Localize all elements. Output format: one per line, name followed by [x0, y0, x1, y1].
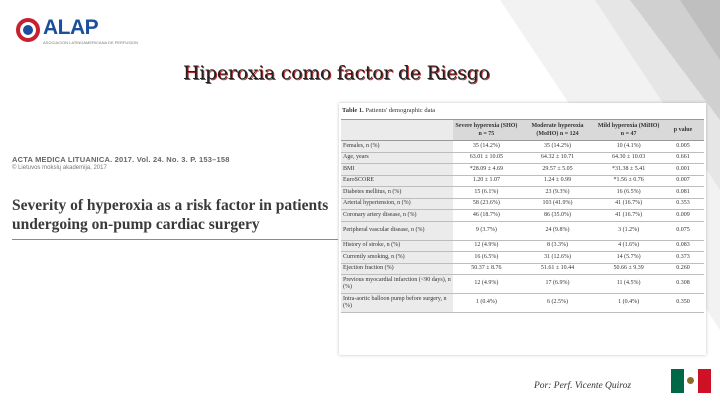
logo-name: ALAP: [43, 16, 99, 39]
table-cell: 103 (41.9%): [520, 198, 595, 210]
table-cell: 1 (0.4%): [453, 294, 520, 313]
table-cell: 4 (1.6%): [595, 240, 662, 252]
table-cell: *28.09 ± 4.69: [453, 164, 520, 176]
table-cell: 0.001: [662, 164, 704, 176]
table-row: [341, 175, 704, 187]
table-cell: 10 (4.1%): [595, 141, 662, 153]
table-body: [341, 141, 704, 313]
alap-logo-icon: [16, 18, 40, 42]
table-cell: 0.009: [662, 210, 704, 222]
table-cell: 16 (6.5%): [453, 252, 520, 264]
table-cell: 0.081: [662, 187, 704, 199]
table-cell: 15 (6.1%): [453, 187, 520, 199]
journal-copyright: © Lietuvos mokslų akademija, 2017: [12, 165, 107, 171]
table-row: [341, 240, 704, 252]
table-cell: 29.57 ± 5.05: [520, 164, 595, 176]
demographics-table: [341, 119, 704, 313]
table-cell: 35 (14.2%): [520, 141, 595, 153]
table-row: [341, 164, 704, 176]
table-cell: 16 (6.5%): [595, 187, 662, 199]
table-cell: 24 (9.8%): [520, 221, 595, 240]
table-row: [341, 210, 704, 222]
table-cell: 64.32 ± 10.71: [520, 152, 595, 164]
table-cell: 64.30 ± 10.03: [595, 152, 662, 164]
row-label: Ejection fraction (%): [341, 263, 453, 275]
table-cell: 11 (4.5%): [595, 275, 662, 294]
table-cell: 9 (3.7%): [453, 221, 520, 240]
table-cell: 0.353: [662, 198, 704, 210]
table-cell: 0.350: [662, 294, 704, 313]
table-cell: 0.260: [662, 263, 704, 275]
table-row: [341, 187, 704, 199]
table-cell: 1 (0.4%): [595, 294, 662, 313]
table-cell: 8 (3.3%): [520, 240, 595, 252]
row-label: History of stroke, n (%): [341, 240, 453, 252]
table-header-cell: Severe hyperoxia (SHO) n = 75: [453, 120, 520, 141]
table-row: [341, 294, 704, 313]
table-row: [341, 221, 704, 240]
table-row: [341, 152, 704, 164]
table-cell: 31 (12.6%): [520, 252, 595, 264]
journal-header: [12, 155, 352, 171]
logo-subtitle: ASOCIACION LATINOAMERICANA DE PERFUSION: [43, 40, 139, 45]
table-cell: *31.38 ± 5.41: [595, 164, 662, 176]
table-cell: 1.20 ± 1.07: [453, 175, 520, 187]
table-header-cell: Moderate hyperoxia (MoHO) n = 124: [520, 120, 595, 141]
table-cell: 17 (6.9%): [520, 275, 595, 294]
table-row: [341, 198, 704, 210]
journal-citation: ACTA MEDICA LITUANICA. 2017. Vol. 24. No. 3. P. 153–158: [12, 155, 230, 164]
table-cell: 0.007: [662, 175, 704, 187]
table-cell: 50.37 ± 8.76: [453, 263, 520, 275]
table-cell: 50.66 ± 9.39: [595, 263, 662, 275]
row-label: Peripheral vascular disease, n (%): [341, 221, 453, 240]
table-header-cell: [341, 120, 453, 141]
row-label: Diabetes mellitus, n (%): [341, 187, 453, 199]
table-cell: 23 (9.3%): [520, 187, 595, 199]
table-cell: 35 (14.2%): [453, 141, 520, 153]
author-credit: Por: Perf. Vicente Quiroz: [534, 381, 632, 391]
row-label: EuroSCORE: [341, 175, 453, 187]
table-header-cell: Mild hyperoxia (MiHO) n = 47: [595, 120, 662, 141]
table-header-row: [341, 120, 704, 141]
table-cell: 12 (4.9%): [453, 240, 520, 252]
table-cell: 6 (2.5%): [520, 294, 595, 313]
title-divider: [12, 239, 338, 240]
table-row: [341, 263, 704, 275]
row-label: Females, n (%): [341, 141, 453, 153]
table-cell: 0.083: [662, 240, 704, 252]
row-label: Previous myocardial infarction (<90 days), n (%): [341, 275, 453, 294]
table-cell: 0.661: [662, 152, 704, 164]
row-label: Arterial hypertension, n (%): [341, 198, 453, 210]
table-cell: 0.075: [662, 221, 704, 240]
slide-title: Hiperoxia como factor de Riesgo: [183, 62, 490, 84]
table-cell: 0.373: [662, 252, 704, 264]
row-label: Currently smoking, n (%): [341, 252, 453, 264]
table-cell: 12 (4.9%): [453, 275, 520, 294]
table-cell: 1.24 ± 0.99: [520, 175, 595, 187]
table-cell: 41 (16.7%): [595, 210, 662, 222]
alap-logo: [16, 16, 139, 46]
article-title: Severity of hyperoxia as a risk factor in patients undergoing on-pump cardiac surgery: [12, 197, 329, 233]
mexico-flag-icon: [671, 369, 711, 393]
table-cell: 0.005: [662, 141, 704, 153]
table-cell: *1.56 ± 0.76: [595, 175, 662, 187]
table-cell: 14 (5.7%): [595, 252, 662, 264]
row-label: Coronary artery disease, n (%): [341, 210, 453, 222]
table-cell: 41 (16.7%): [595, 198, 662, 210]
table-cell: 3 (1.2%): [595, 221, 662, 240]
table-row: [341, 275, 704, 294]
table-cell: 51.61 ± 10.44: [520, 263, 595, 275]
table-row: [341, 141, 704, 153]
row-label: BMI: [341, 164, 453, 176]
table-row: [341, 252, 704, 264]
table-cell: 0.308: [662, 275, 704, 294]
table-cell: 86 (35.0%): [520, 210, 595, 222]
demographics-table-panel: [339, 103, 706, 355]
row-label: Age, years: [341, 152, 453, 164]
table-cell: 63.01 ± 10.05: [453, 152, 520, 164]
table-cell: 46 (18.7%): [453, 210, 520, 222]
table-cell: 58 (23.6%): [453, 198, 520, 210]
table-header-cell: p value: [662, 120, 704, 141]
row-label: Intra-aortic balloon pump before surgery, n (%): [341, 294, 453, 313]
table-caption: Table 1. Patients' demographic data: [342, 107, 436, 114]
